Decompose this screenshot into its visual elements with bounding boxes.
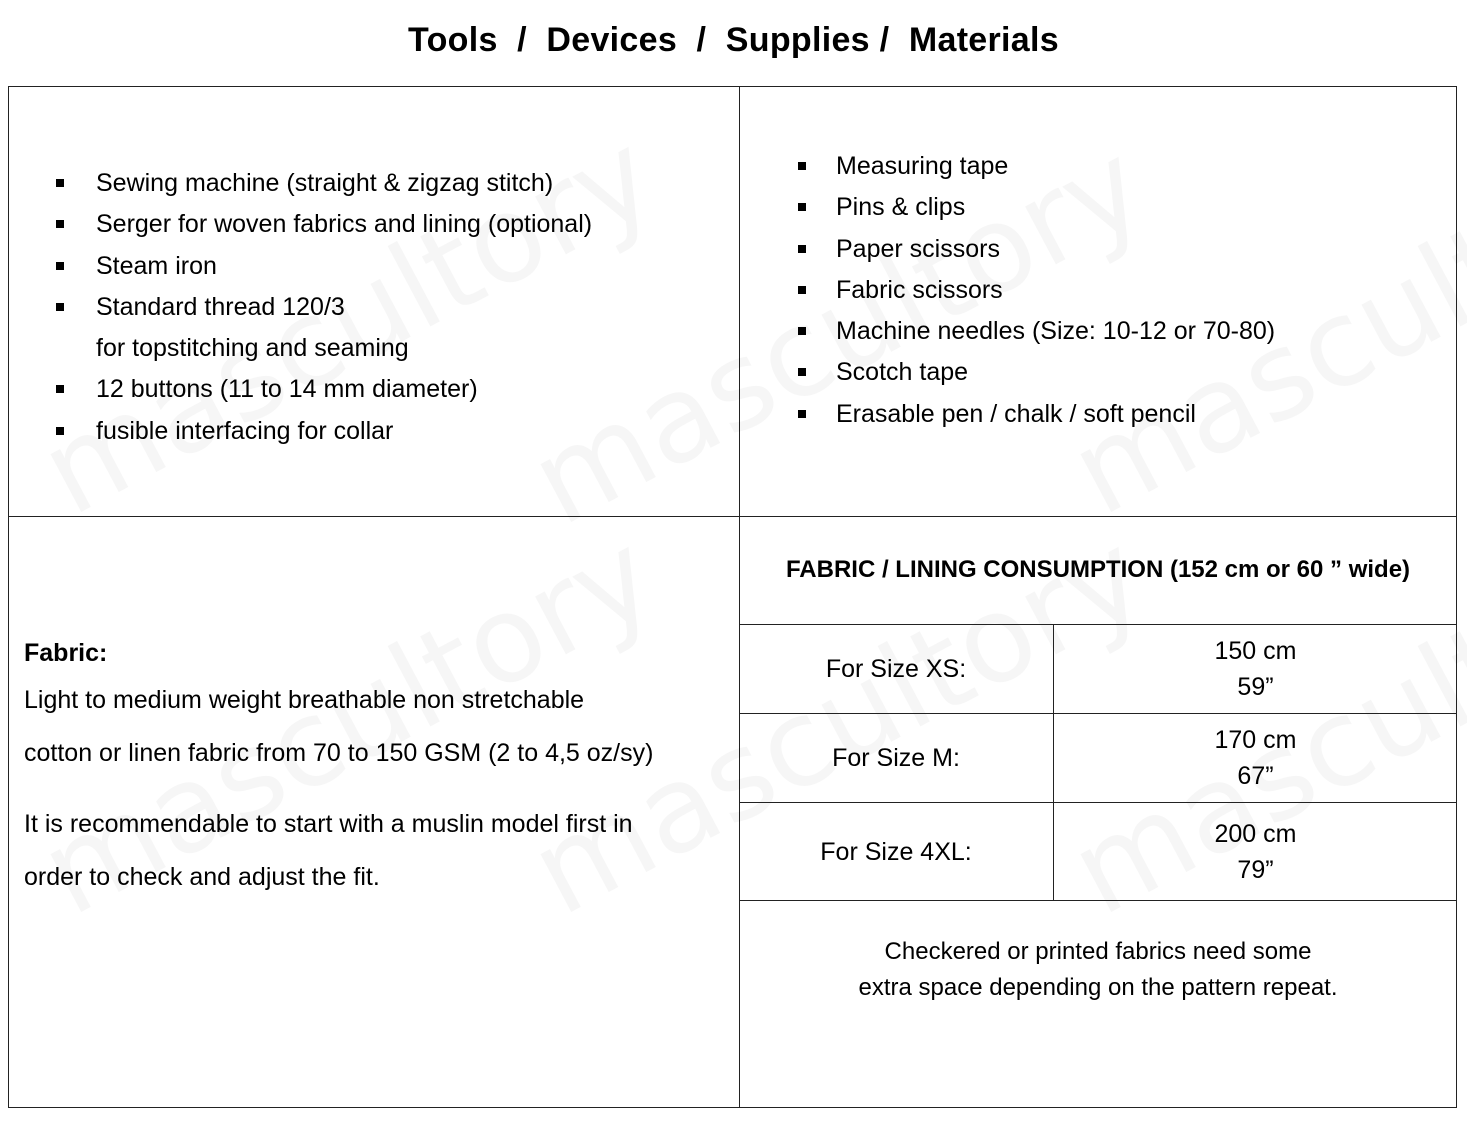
square-bullet-icon [798,203,806,211]
list-item [836,352,1275,393]
list-item-text: Erasable pen / chalk / soft pencil [836,399,1196,428]
list-item-subtext: for topstitching and seaming [96,334,409,363]
list-item [836,270,1275,311]
fabric-description [24,632,724,904]
list-item-text: Machine needles (Size: 10-12 or 70-80) [836,317,1276,346]
list-item [96,411,592,452]
square-bullet-icon [56,262,64,270]
square-bullet-icon [798,327,806,335]
table-row [739,714,1457,803]
list-item-text: Measuring tape [836,152,1009,180]
square-bullet-icon [798,368,806,376]
square-bullet-icon [798,410,806,418]
consumption-note-line: extra space depending on the pattern repeat. [858,974,1338,1001]
fabric-note-line: It is recommendable to start with a muslin model first in [24,810,633,838]
table-row [739,803,1457,901]
list-item [96,204,592,245]
tools-list-right [836,146,1275,435]
list-item-text: 12 buttons (11 to 14 mm diameter) [96,375,478,404]
square-bullet-icon [56,220,64,228]
consumption-title: FABRIC / LINING CONSUMPTION (152 cm or 60 ” wide) [785,556,1411,583]
list-item [836,311,1275,352]
page-title: Tools / Devices / Supplies / Materials [408,21,1059,59]
consumption-note-line: Checkered or printed fabrics need some [884,938,1312,965]
list-item-text: Serger for woven fabrics and lining (optional) [96,210,593,239]
size-label: For Size M: [739,714,1054,802]
consumption-note [739,934,1457,1006]
size-label: For Size XS: [739,625,1054,713]
square-bullet-icon [798,245,806,253]
list-item-text: Paper scissors [836,234,1000,263]
consumption-table [739,624,1457,901]
square-bullet-icon [798,162,806,170]
size-value-inch: 79” [1237,856,1274,884]
list-item-text: Scotch tape [836,358,969,387]
square-bullet-icon [56,179,64,187]
square-bullet-icon [56,303,64,311]
size-value-inch: 67” [1237,762,1274,790]
list-item-text: Fabric scissors [836,275,1003,304]
list-item-text: Standard thread 120/3 [96,292,345,321]
list-item-text: Pins & clips [836,193,966,222]
list-item [96,369,592,410]
square-bullet-icon [798,286,806,294]
fabric-note-line: order to check and adjust the fit. [24,863,380,891]
list-item-text: fusible interfacing for collar [96,416,394,445]
fabric-text-line: cotton or linen fabric from 70 to 150 GSM (2 to 4,5 oz/sy) [24,739,654,767]
list-item [96,163,592,204]
list-item [836,229,1275,270]
table-row [739,625,1457,714]
list-item-text: Steam iron [96,251,217,280]
grid-horizontal-divider [9,516,1456,517]
list-item [96,246,592,287]
size-value-inch: 59” [1237,673,1274,701]
size-value [1054,714,1457,802]
list-item [836,146,1275,187]
size-value-cm: 200 cm [1214,820,1297,848]
list-item [96,287,592,370]
square-bullet-icon [56,385,64,393]
size-value [1054,803,1457,901]
list-item [836,394,1275,435]
fabric-label: Fabric: [24,639,108,667]
size-value [1054,625,1457,713]
list-item [836,187,1275,228]
size-value-cm: 170 cm [1214,726,1297,754]
square-bullet-icon [56,427,64,435]
list-item-text: Sewing machine (straight & zigzag stitch) [96,169,554,197]
tools-list-left [96,163,592,452]
size-value-cm: 150 cm [1214,637,1297,665]
size-label: For Size 4XL: [739,803,1054,901]
fabric-text-line: Light to medium weight breathable non stretchable [24,686,585,714]
